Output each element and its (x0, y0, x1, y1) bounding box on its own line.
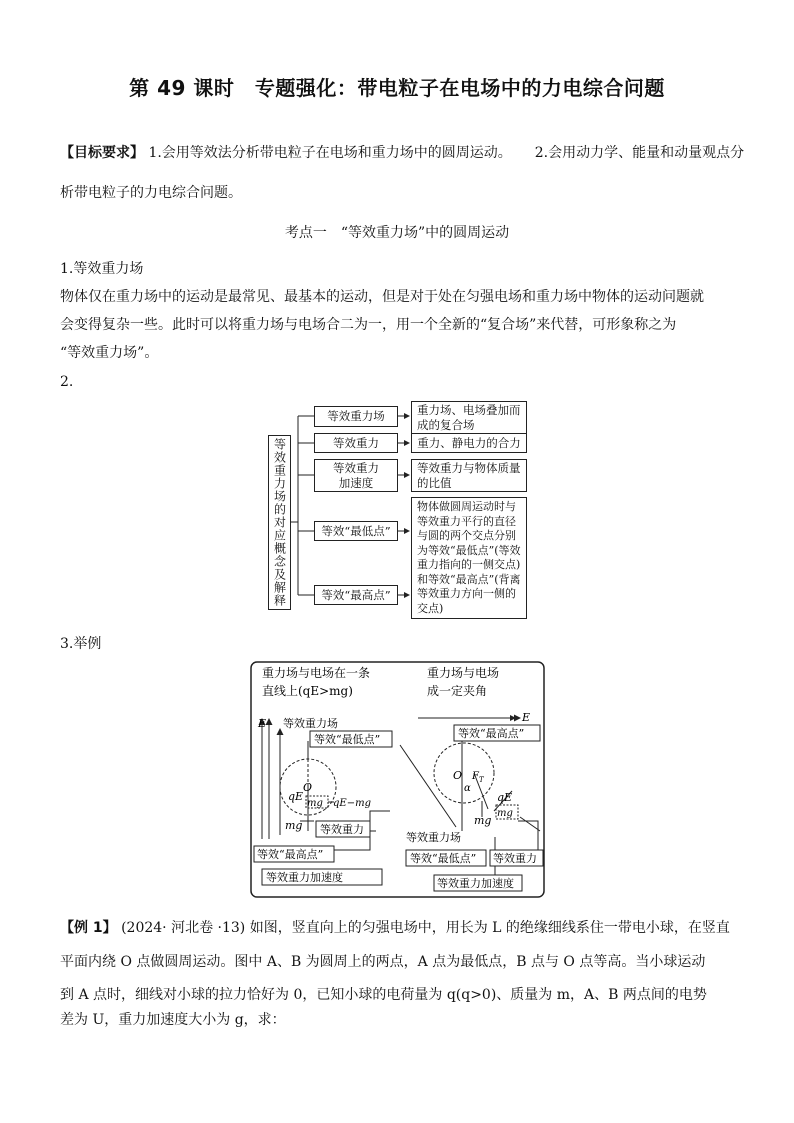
left-E-label: E (258, 717, 267, 730)
concept-map-root: 等效重力场的对应概念及解释 (268, 435, 291, 610)
left-lowest-label: 等效“最低点” (314, 733, 381, 746)
right-mg-label: mg (474, 814, 492, 827)
left-gravity-label: 等效重力 (320, 823, 364, 836)
desc-lowest-highest-point: 物体做圆周运动时与等效重力平行的直径与圆的两个交点分别为等效“最低点”(等效重力指向的一侧交点)和等效“最高点”(背离等效重力方向一侧的交点) (411, 497, 527, 619)
example1-source: (2024· 河北卷 ·13) (121, 920, 246, 936)
example1-label: 【例 1】 (60, 920, 117, 936)
left-highest-label: 等效“最高点” (257, 848, 324, 861)
left-qE-label: qE (288, 790, 304, 803)
example1-line-3: 到 A 点时，细线对小球的拉力恰好为 0，已知小球的电荷量为 q(q>0)、质量为 m，A、B 两点间的电势 (60, 987, 707, 1003)
page-title: 第 49 课时 专题强化：带电粒子在电场中的力电综合问题 (129, 76, 665, 100)
right-alpha-label: α (464, 783, 471, 794)
left-O-label: O (303, 781, 313, 794)
item2-label: 2. (60, 374, 74, 390)
item1-line-2: 会变得复杂一些。此时可以将重力场与电场合二为一，用一个全新的“复合场”来代替，可形象称之为 (60, 317, 677, 333)
right-highest-label: 等效“最高点” (458, 727, 525, 740)
example1-line-4: 差为 U，重力加速度大小为 g，求： (60, 1012, 286, 1028)
term-equivalent-field: 等效重力场 (314, 406, 398, 427)
item1-line-1: 物体仅在重力场中的运动是最常见、最基本的运动，但是对于处在匀强电场和重力场中物体的运动问题就 (60, 289, 704, 305)
right-caption-2: 成一定夹角 (427, 684, 488, 698)
right-gravity-label: 等效重力 (493, 852, 537, 865)
left-mg-label: mg (285, 819, 303, 832)
right-mg-box-label: mg (497, 808, 513, 819)
right-lowest-label: 等效“最低点” (410, 852, 477, 865)
goals-text-1: 1.会用等效法分析带电粒子在电场和重力场中的圆周运动。 (148, 145, 512, 161)
goals-text-2: 2.会用动力学、能量和动量观点分 (534, 145, 745, 161)
desc-equivalent-field: 重力场、电场叠加而成的复合场 (411, 401, 527, 434)
example1-line-2: 平面内绕 O 点做圆周运动。图中 A、B 为圆周上的两点，A 点为最低点，B 点与 O 点等高。当小球运动 (60, 954, 706, 970)
item1-heading: 1.等效重力场 (60, 261, 144, 277)
term-equivalent-gravity: 等效重力 (314, 433, 398, 453)
item3-label: 3.举例 (60, 636, 102, 652)
right-equivalent-field-label: 等效重力场 (406, 831, 461, 844)
left-equivalent-field-label: 等效重力场 (283, 717, 338, 730)
left-accel-label: 等效重力加速度 (266, 871, 343, 884)
item1-line-3: “等效重力场”。 (60, 345, 159, 361)
left-caption-1: 重力场与电场在一条 (262, 666, 371, 680)
example1-text-1: 如图，竖直向上的匀强电场中，用长为 L 的绝缘细线系住一带电小球，在竖直 (249, 920, 730, 936)
example-figure (250, 661, 546, 899)
left-qE-minus-mg: qE−mg (333, 798, 371, 809)
left-caption-2: 直线上(qE>mg) (262, 684, 353, 698)
term-equivalent-acceleration: 等效重力加速度 (314, 459, 398, 492)
right-accel-label: 等效重力加速度 (437, 877, 514, 890)
right-E-label: E (522, 711, 531, 724)
term-lowest-point: 等效“最低点” (314, 521, 398, 541)
goals-text-3: 析带电粒子的力电综合问题。 (60, 185, 242, 201)
term-highest-point: 等效“最高点” (314, 585, 398, 605)
desc-equivalent-gravity: 重力、静电力的合力 (411, 433, 527, 453)
goals-label: 【目标要求】 (60, 145, 144, 161)
right-caption-1: 重力场与电场 (427, 666, 500, 680)
example1-line-1 (60, 918, 730, 938)
section-heading: 考点一 “等效重力场”中的圆周运动 (284, 225, 510, 241)
right-qE-label: qE (497, 791, 513, 804)
left-mg-box-label: mg (307, 798, 323, 809)
right-O-label: O (453, 769, 463, 782)
desc-equivalent-acceleration: 等效重力与物体质量的比值 (411, 459, 527, 492)
right-FT-label: $F_T$ (472, 771, 484, 784)
